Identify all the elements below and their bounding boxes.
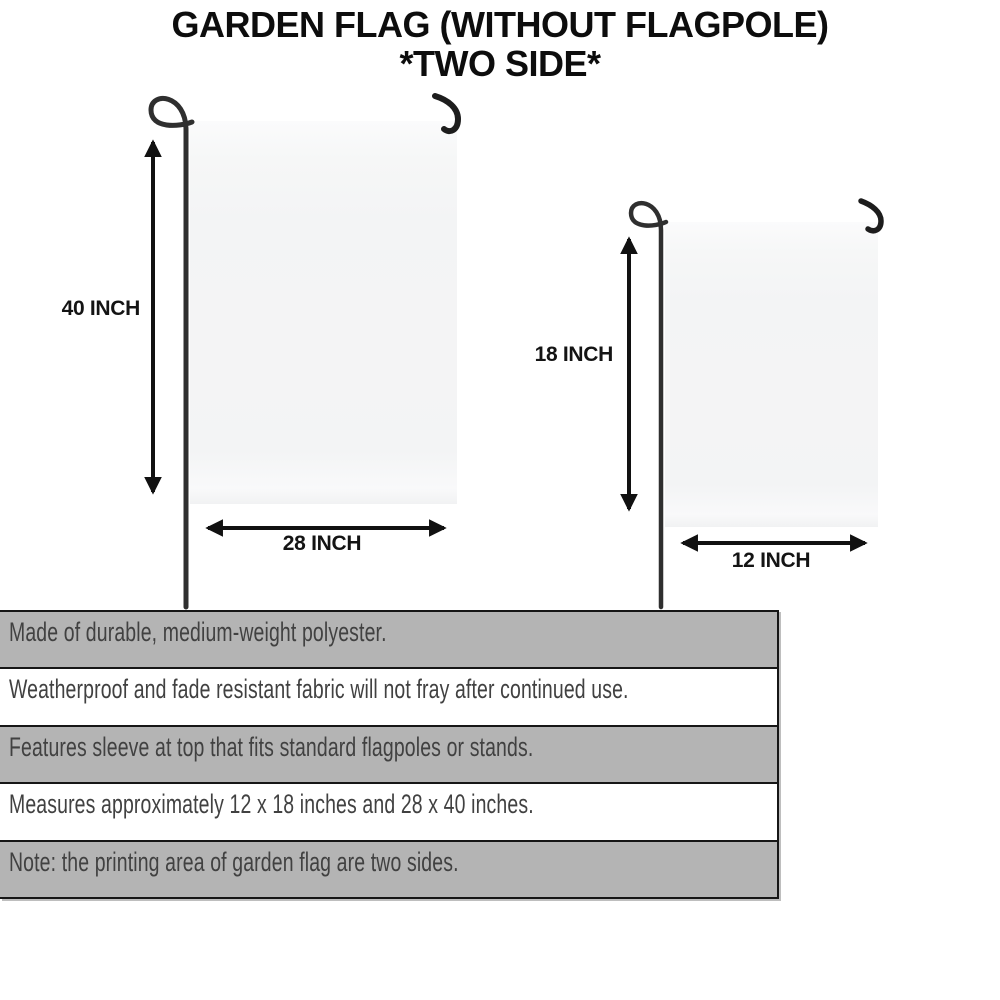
feature-text: Made of durable, medium-weight polyester. xyxy=(9,617,387,647)
feature-row xyxy=(0,612,777,667)
feature-row xyxy=(0,725,777,782)
feature-text: Measures approximately 12 x 18 inches and 28 x 40 inches. xyxy=(9,789,534,820)
title-line-2: *TWO SIDE* xyxy=(399,43,601,84)
feature-text: Features sleeve at top that fits standard flagpoles or stands. xyxy=(9,731,534,762)
large-flag-hook-icon xyxy=(435,96,458,131)
small-flagpole-icon xyxy=(631,203,666,607)
feature-row xyxy=(0,667,777,724)
feature-row xyxy=(0,840,777,897)
feature-table xyxy=(0,610,779,899)
title-line-1: GARDEN FLAG (WITHOUT FLAGPOLE) xyxy=(171,4,829,45)
large-height-label: 40 INCH xyxy=(61,297,140,320)
feature-text: Weatherproof and fade resistant fabric will not fray after continued use. xyxy=(9,674,629,705)
large-flagpole-icon xyxy=(151,98,192,607)
large-width-label: 28 INCH xyxy=(282,532,362,555)
small-width-label: 12 INCH xyxy=(731,549,811,572)
feature-row xyxy=(0,782,777,839)
feature-text: Note: the printing area of garden flag are two sides. xyxy=(9,846,459,877)
small-height-label: 18 INCH xyxy=(534,343,613,366)
small-flag-hook-icon xyxy=(861,201,881,231)
